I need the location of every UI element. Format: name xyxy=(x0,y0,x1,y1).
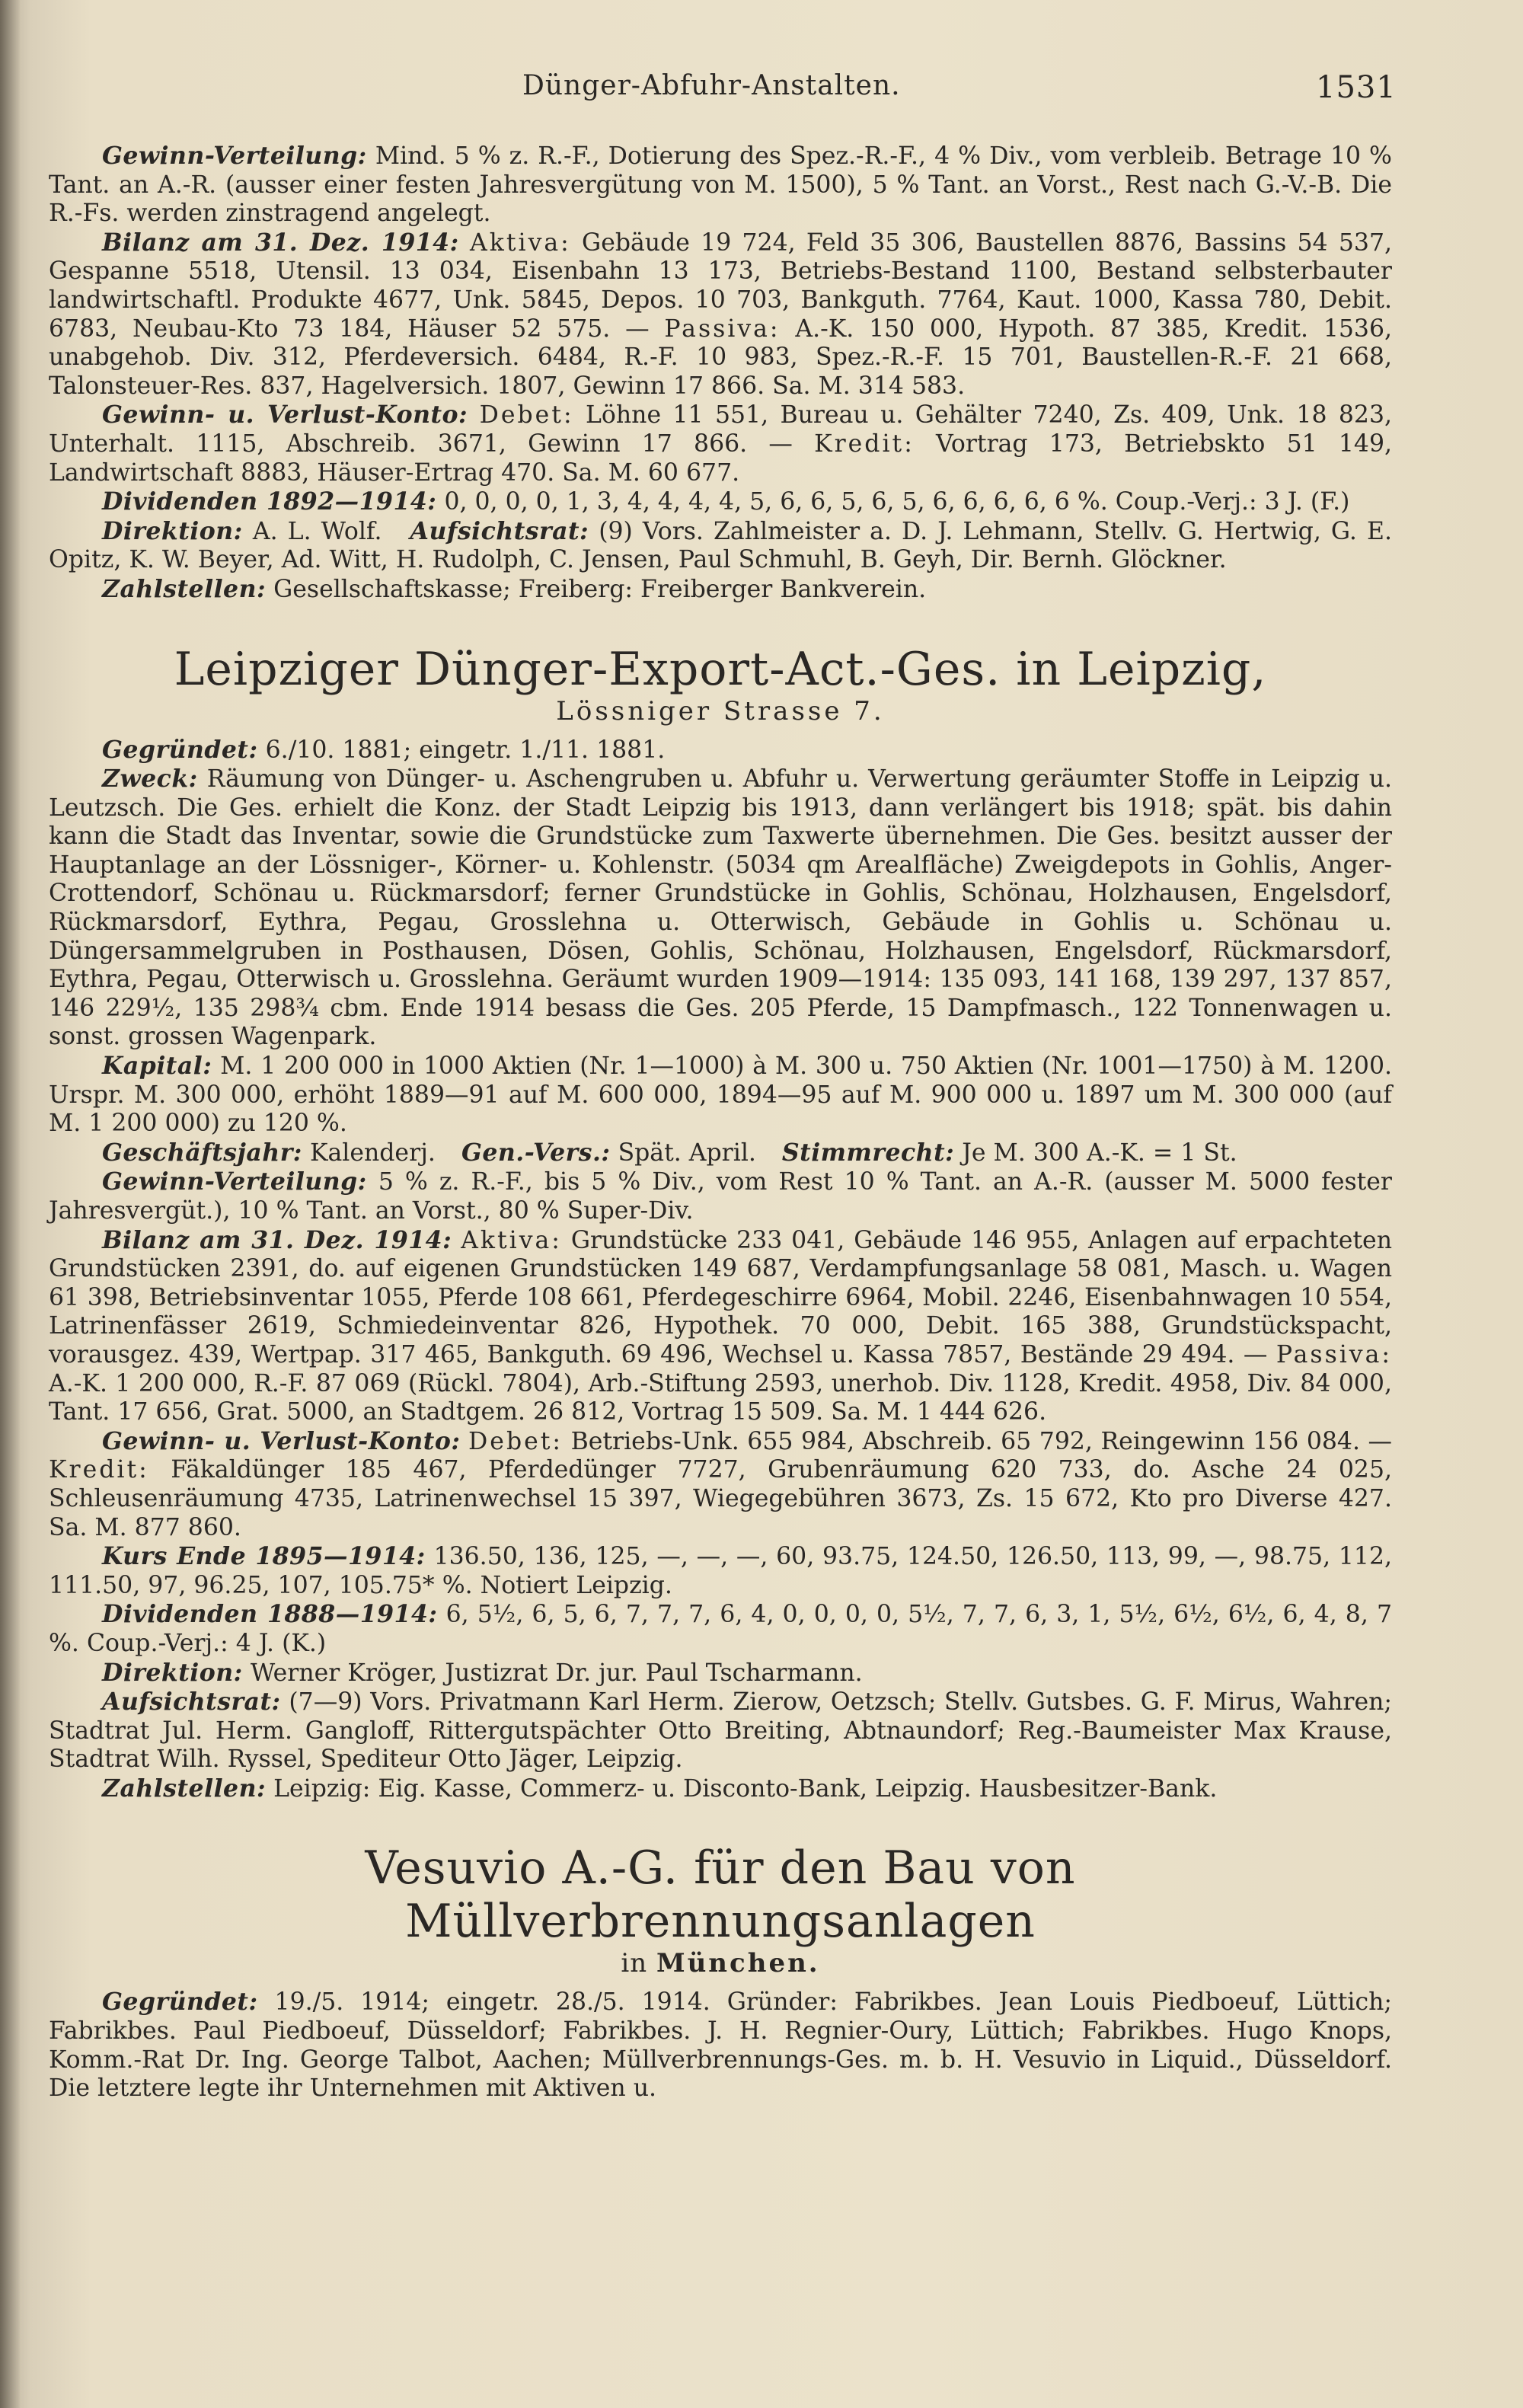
direktion-paragraph xyxy=(49,1659,1392,1688)
bilanz-passiva: A.-K. 1 200 000, R.-F. 87 069 (Rückl. 7804), Arb.-Stiftung 2593, unerhob. Div. 1128, Kredit. 4958, Div. 84 000, Tant. 17 656, Grat. 5000, an Stadtgem. 26 812, Vortrag 15 509. Sa. M. 1 444 626. xyxy=(49,1369,1392,1426)
debet-label: Debet: xyxy=(479,401,574,430)
page-header xyxy=(0,70,1523,116)
city-name: München. xyxy=(656,1948,820,1979)
entry-previous-company xyxy=(49,142,1392,605)
page-number: 1531 xyxy=(1316,70,1397,105)
field-label: Gewinn- u. Verlust-Konto: xyxy=(102,1426,461,1455)
aktiva-label: Aktiva: xyxy=(461,1226,562,1254)
field-label: Gegründet: xyxy=(102,735,258,764)
field-text: Werner Kröger, Justizrat Dr. jur. Paul Tscharmann. xyxy=(250,1659,863,1687)
aufsichtsrat-paragraph xyxy=(49,1688,1392,1774)
passiva-label: Passiva: xyxy=(664,315,781,343)
field-text: (9) Vors. Zahlmeister a. D. J. Lehmann, Stellv. G. Hertwig, G. E. Opitz, K. W. Beyer, Ad. Witt, H. Rudolph, C. Jensen, Paul Schmuhl, B. Geyh, Dir. Bernh. Glöckner. xyxy=(49,517,1392,574)
zahlstellen-paragraph xyxy=(49,575,1392,605)
field-label: Zahlstellen: xyxy=(102,1774,267,1803)
aktiva-label: Aktiva: xyxy=(470,228,571,257)
field-text: 0, 0, 0, 0, 1, 3, 4, 4, 4, 4, 5, 6, 6, 5, 6, 5, 6, 6, 6, 6, 6 %. Coup.-Verj.: 3 J. (F.) xyxy=(444,488,1350,516)
bilanz-paragraph xyxy=(49,1226,1392,1427)
field-label: Stimmrecht: xyxy=(781,1138,955,1167)
company-name: Leipziger Dünger-Export-Act.-Ges. in Leipzig, xyxy=(174,642,1267,696)
bilanz-aktiva: Gebäude 19 724, Feld 35 306, Baustellen 8876, Bassins 54 537, Gespanne 5518, Utensil. 13 034, Eisenbahn 13 173, Betriebs-Bestand 1100, Bestand selbsterbauter landwirtschaftl. Produkte 4677, Unk. 5845, Depos. 10 703, Bankguth. 7764, Kaut. 1000, Kassa 780, Debit. 6783, Neubau-Kto 73 184, Häuser 52 575. — xyxy=(49,228,1393,343)
field-label: Gewinn- u. Verlust-Konto: xyxy=(102,401,468,430)
field-label: Zweck: xyxy=(102,765,198,794)
field-label: Bilanz am 31. Dez. 1914: xyxy=(102,1225,452,1254)
geschaeftsjahr-paragraph xyxy=(49,1139,1392,1168)
company-address: Lössniger Strasse 7. xyxy=(556,695,885,727)
field-text: 6, 5½, 6, 5, 6, 7, 7, 7, 6, 4, 0, 0, 0, 0, 5½, 7, 7, 6, 3, 1, 5½, 6½, 6½, 6, 4, 8, 7 %. Coup.-Verj.: 4 J. (K.) xyxy=(49,1601,1392,1657)
dividenden-paragraph xyxy=(49,487,1392,517)
field-label: Direktion: xyxy=(102,1658,243,1687)
field-text: Leipzig: Eig. Kasse, Commerz- u. Disconto-Bank, Leipzig. Hausbesitzer-Bank. xyxy=(273,1774,1218,1803)
bilanz-passiva: A.-K. 150 000, Hypoth. 87 385, Kredit. 1536, unabgehob. Div. 312, Pferdeversich. 6484, R.-F. 10 983, Spez.-R.-F. 15 701, Baustellen-R.-F. 21 668, Talonsteuer-Res. 837, Hagelversich. 1807, Gewinn 17 866. Sa. M. 314 583. xyxy=(49,315,1392,400)
field-label: Gewinn-Verteilung: xyxy=(102,1167,367,1196)
debet-label: Debet: xyxy=(468,1427,564,1455)
field-text: Kalenderj. xyxy=(309,1139,436,1167)
field-label: Dividenden 1888—1914: xyxy=(102,1600,438,1629)
field-label: Direktion: xyxy=(102,516,243,545)
field-label: Gewinn-Verteilung: xyxy=(102,142,367,170)
kapital-paragraph xyxy=(49,1052,1392,1139)
field-label: Dividenden 1892—1914: xyxy=(102,487,437,516)
gewinn-verteilung-paragraph xyxy=(49,1167,1392,1225)
kredit-label: Kredit: xyxy=(814,430,915,458)
guv-debet: Löhne 11 551, Bureau u. Gehälter 7240, Zs. 409, Unk. 18 823, Unterhalt. 1115, Abschreib. 3671, Gewinn 17 866. — xyxy=(49,401,1393,458)
direktion-paragraph xyxy=(49,517,1392,575)
bilanz-paragraph xyxy=(49,228,1392,401)
field-label: Gegründet: xyxy=(102,1988,258,2017)
guv-paragraph xyxy=(49,1427,1392,1542)
book-binding-edge xyxy=(0,0,20,2408)
field-text: 5 % z. R.-F., bis 5 % Div., vom Rest 10 % Tant. an A.-R. (ausser M. 5000 fester Jahresvergüt.), 10 % Tant. an Vorst., 80 % Super-Div. xyxy=(49,1168,1392,1225)
kredit-label: Kredit: xyxy=(49,1456,149,1484)
field-text: 6./10. 1881; eingetr. 1./11. 1881. xyxy=(265,736,666,764)
zweck-paragraph xyxy=(49,765,1392,1052)
gewinn-verteilung-paragraph xyxy=(49,142,1392,228)
city-prefix: in xyxy=(621,1948,648,1979)
field-text: M. 1 200 000 in 1000 Aktien (Nr. 1—1000) à M. 300 u. 750 Aktien (Nr. 1001—1750) à M. 1200. Urspr. M. 300 000, erhöht 1889—91 auf M. 600 000, 1894—95 auf M. 900 000 u. 1897 um M. 300 000 (auf M. 1 200 000) zu 120 %. xyxy=(49,1052,1393,1138)
field-text: Gesellschaftskasse; Freiberg: Freiberger Bankverein. xyxy=(273,575,927,603)
bilanz-aktiva: Grundstücke 233 041, Gebäude 146 955, Anlagen auf erpachteten Grundstücken 2391, do. auf eigenen Grundstücken 149 687, Verdampfungsanlage 58 081, Masch. u. Wagen 61 398, Betriebsinventar 1055, Pferde 108 661, Pferdegeschirre 6964, Mobil. 2246, Eisenbahnwagen 10 554, Latrinenfässer 2619, Schmiedeinventar 826, Hypothek. 70 000, Debit. 165 388, Grundstückspacht, vorausgez. 439, Wertpap. 317 465, Bankguth. 69 496, Wechsel u. Kassa 7857, Bestände 29 494. — xyxy=(49,1226,1392,1368)
zahlstellen-paragraph xyxy=(49,1774,1392,1804)
guv-kredit: Vortrag 173, Betriebskto 51 149, Landwirtschaft 8883, Häuser-Ertrag 470. Sa. M. 60 677. xyxy=(49,430,1392,487)
field-label: Bilanz am 31. Dez. 1914: xyxy=(102,228,459,257)
field-text: (7—9) Vors. Privatmann Karl Herm. Zierow, Oetzsch; Stellv. Gutsbes. G. F. Mirus, Wahren; Stadtrat Jul. Herm. Gangloff, Rittergutspächter Otto Breiting, Abtnaundorf; Reg.-Baumeister Max Krause, Stadtrat Wilh. Ryssel, Spediteur Otto Jäger, Leipzig. xyxy=(49,1688,1393,1774)
field-text: A. L. Wolf. xyxy=(252,517,382,545)
company-heading xyxy=(49,643,1392,727)
field-label: Geschäftsjahr: xyxy=(102,1138,302,1167)
guv-paragraph xyxy=(49,401,1392,487)
dividenden-paragraph xyxy=(49,1600,1392,1658)
field-text: Mind. 5 % z. R.-F., Dotierung des Spez.-R.-F., 4 % Div., vom verbleib. Betrage 10 % Tant. an A.-R. (ausser einer festen Jahresvergütung von M. 1500), 5 % Tant. an Vorst., Rest nach G.-V.-B. Die R.-Fs. werden zinstragend angelegt. xyxy=(49,142,1392,228)
company-heading xyxy=(49,1841,1392,1978)
field-label: Kurs Ende 1895—1914: xyxy=(102,1542,426,1571)
running-title: Dünger-Abfuhr-Anstalten. xyxy=(522,70,901,101)
field-text: Räumung von Dünger- u. Aschengruben u. Abfuhr u. Verwertung geräumter Stoffe in Leipzig u. Leutzsch. Die Ges. erhielt die Konz. der Stadt Leipzig bis 1913, dann verlängert bis 1918; spät. bis dahin kann die Stadt das Inventar, sowie die Grundstücke zum Taxwerte übernehmen. Die Ges. besitzt ausser der Hauptanlage an der Lössniger-, Körner- u. Kohlenstr. (5034 qm Arealfläche) Zweigdepots in Gohlis, Anger-Crottendorf, Schönau u. Rückmarsdorf; ferner Grundstücke in Gohlis, Schönau, Holzhausen, Engelsdorf, Rückmarsdorf, Eythra, Pegau, Grosslehna u. Otterwisch, Gebäude in Gohlis u. Schönau u. Düngersammelgruben in Posthausen, Dösen, Gohlis, Schönau, Holzhausen, Engelsdorf, Rückmarsdorf, Eythra, Pegau, Otterwisch u. Grosslehna. Geräumt wurden 1909—1914: 135 093, 141 168, 139 297, 137 857, 146 229½, 135 298¾ cbm. Ende 1914 besass die Ges. 205 Pferde, 15 Dampfmasch., 122 Tonnenwagen u. sonst. grossen Wagenpark. xyxy=(49,765,1393,1051)
kurs-paragraph xyxy=(49,1542,1392,1600)
field-label: Aufsichtsrat: xyxy=(410,516,589,545)
field-text: 19./5. 1914; eingetr. 28./5. 1914. Gründer: Fabrikbes. Jean Louis Piedboeuf, Lüttich; Fabrikbes. Paul Piedboeuf, Düsseldorf; Fabrikbes. J. H. Regnier-Oury, Lüttich; Fabrikbes. Hugo Knops, Komm.-Rat Dr. Ing. George Talbot, Aachen; Müllverbrennungs-Ges. m. b. H. Vesuvio in Liquid., Düsseldorf. Die letztere legte ihr Unternehmen mit Aktiven u. xyxy=(49,1988,1392,2103)
company-city xyxy=(49,1948,1392,1978)
entry-vesuvio xyxy=(49,1841,1392,2103)
company-name: Vesuvio A.-G. für den Bau von Müllverbrennungsanlagen xyxy=(365,1841,1076,1949)
field-text: Spät. April. xyxy=(618,1139,756,1167)
field-label: Zahlstellen: xyxy=(102,574,267,603)
field-text: 136.50, 136, 125, —, —, —, 60, 93.75, 124.50, 126.50, 113, 99, —, 98.75, 112, 111.50, 97, 96.25, 107, 105.75* %. Notiert Leipzig. xyxy=(49,1543,1392,1599)
gegruendet-paragraph xyxy=(49,1988,1392,2103)
guv-debet: Betriebs-Unk. 655 984, Abschreib. 65 792, Reingewinn 156 084. — xyxy=(570,1427,1393,1455)
field-label: Kapital: xyxy=(102,1052,212,1081)
page-body xyxy=(49,142,1392,2103)
field-label: Aufsichtsrat: xyxy=(102,1688,281,1717)
field-text: Je M. 300 A.-K. = 1 St. xyxy=(962,1139,1237,1167)
passiva-label: Passiva: xyxy=(1276,1340,1392,1368)
entry-leipziger-duenger-export xyxy=(49,643,1392,1804)
field-label: Gen.-Vers.: xyxy=(461,1138,611,1167)
gegruendet-paragraph xyxy=(49,736,1392,765)
guv-kredit: Fäkaldünger 185 467, Pferdedünger 7727, Grubenräumung 620 733, do. Asche 24 025, Schleusenräumung 4735, Latrinenwechsel 15 397, Wiegegebühren 3673, Zs. 15 672, Kto pro Diverse 427. Sa. M. 877 860. xyxy=(49,1456,1392,1541)
